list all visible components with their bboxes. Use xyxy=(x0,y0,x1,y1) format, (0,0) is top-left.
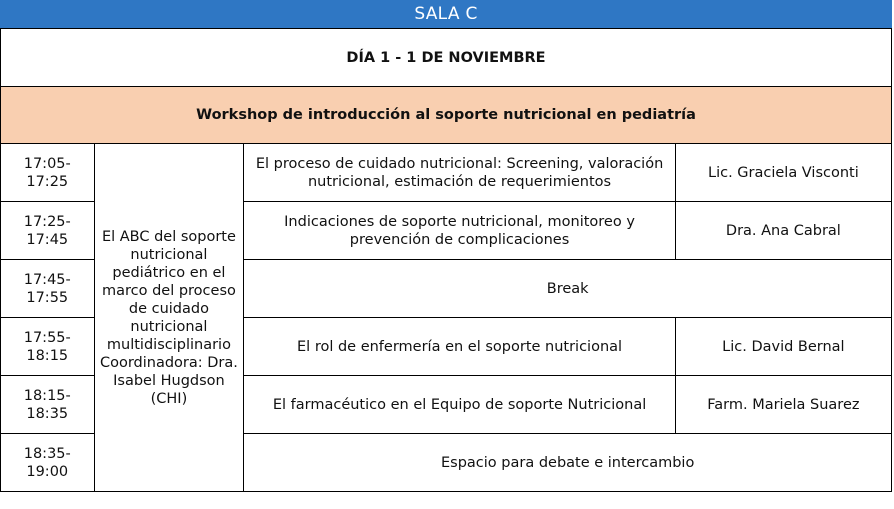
table-row xyxy=(1,144,892,202)
slot-time xyxy=(1,260,95,318)
slot-time xyxy=(1,202,95,260)
day-row xyxy=(1,29,892,87)
schedule-table xyxy=(0,28,892,492)
slot-title: El proceso de cuidado nutricional: Screening, valoración nutricional, estimación de requerimientos xyxy=(244,144,675,202)
slot-title: Indicaciones de soporte nutricional, monitoreo y prevención de complicaciones xyxy=(244,202,675,260)
workshop-row xyxy=(1,87,892,144)
slot-speaker: Lic. David Bernal xyxy=(675,318,891,376)
slot-time xyxy=(1,144,95,202)
slot-speaker: Farm. Mariela Suarez xyxy=(675,376,891,434)
slot-time-text: 17:05- 17:25 xyxy=(23,155,71,190)
slot-time-text: 17:25- 17:45 xyxy=(23,213,71,248)
slot-time-text: 17:45- 17:55 xyxy=(23,271,71,306)
slot-time-text: 18:15- 18:35 xyxy=(23,387,71,422)
slot-speaker: Lic. Graciela Visconti xyxy=(675,144,891,202)
slot-time xyxy=(1,318,95,376)
slot-title: El rol de enfermería en el soporte nutricional xyxy=(244,318,675,376)
slot-time-text: 18:35- 19:00 xyxy=(23,445,71,480)
day-title: DÍA 1 - 1 DE NOVIEMBRE xyxy=(1,29,892,87)
slot-speaker: Dra. Ana Cabral xyxy=(675,202,891,260)
workshop-title: Workshop de introducción al soporte nutricional en pediatría xyxy=(1,87,892,144)
room-header: SALA C xyxy=(0,0,892,28)
slot-title-debate: Espacio para debate e intercambio xyxy=(244,434,892,492)
module-description: El ABC del soporte nutricional pediátrico en el marco del proceso de cuidado nutricional multidisciplinario Coordinadora: Dra. Isabel Hugdson (CHI) xyxy=(94,144,244,492)
slot-time xyxy=(1,434,95,492)
slot-title: El farmacéutico en el Equipo de soporte Nutricional xyxy=(244,376,675,434)
slot-time xyxy=(1,376,95,434)
slot-time-text: 17:55- 18:15 xyxy=(23,329,71,364)
slot-title-break: Break xyxy=(244,260,892,318)
